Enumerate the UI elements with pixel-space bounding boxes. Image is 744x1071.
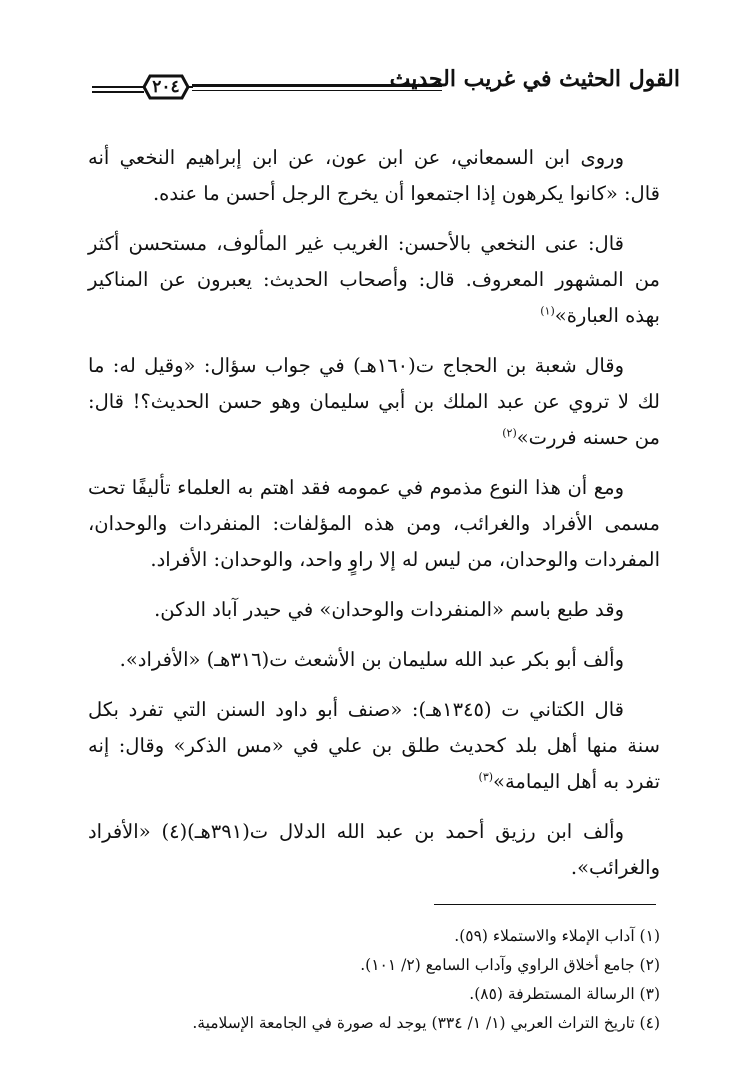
page-number-badge — [138, 74, 194, 100]
book-title: القول الحثيث في غريب الحديث — [389, 66, 680, 92]
page-number: ٢٠٤ — [152, 77, 180, 97]
header-rule-end — [92, 86, 144, 93]
footnote: (٣) الرسالة المستطرفة (٨٥). — [469, 985, 660, 1003]
footnote: (١) آداب الإملاء والاستملاء (٥٩). — [454, 927, 660, 945]
paragraph: وقد طبع باسم «المنفردات والوحدان» في حيدر آباد الدكن. — [154, 598, 624, 621]
footnote: (٤) تاريخ التراث العربي (١/ ١/ ٣٣٤) يوجد له صورة في الجامعة الإسلامية. — [192, 1014, 660, 1032]
footnote-ref: (١) — [540, 304, 555, 318]
paragraph: وقال شعبة بن الحجاج ت(١٦٠هـ) في جواب سؤال: «وقيل له: ما لك لا تروي عن عبد الملك بن أبي سليمان وهو حسن الحديث؟! قال: من حسنه فررت»$^{(٢)}$ — [88, 354, 660, 449]
paragraph: قال: عنى النخعي بالأحسن: الغريب غير المألوف، مستحسن أكثر من المشهور المعروف. قال: وأصحاب الحديث: يعبرون عن المناكير بهذه العبارة»$^{(١)}$ — [88, 232, 660, 327]
footnote: (٢) جامع أخلاق الراوي وآداب السامع (٢/ ١٠١). — [360, 956, 660, 974]
paragraph: وألف أبو بكر عبد الله سليمان بن الأشعث ت(٣١٦هـ) «الأفراد». — [119, 648, 624, 671]
footnotes — [88, 922, 660, 1038]
paragraph: ومع أن هذا النوع مذموم في عمومه فقد اهتم به العلماء تأليفًا تحت مسمى الأفراد والغرائب، ومن هذه المؤلفات: المنفردات والوحدان، المفردات والوحدان، من ليس له إلا راوٍ واحد، والوحدان: الأفراد. — [88, 476, 660, 571]
header-rule — [192, 84, 442, 91]
footnote-ref: (٢) — [502, 426, 517, 440]
main-text — [88, 140, 660, 900]
footnote-ref: (٣) — [478, 770, 494, 784]
running-header — [80, 62, 680, 112]
footnote-separator — [434, 904, 656, 905]
paragraph: وألف ابن رزيق أحمد بن عبد الله الدلال ت(٣٩١هـ)(٤) «الأفراد والغرائب». — [88, 820, 660, 879]
paragraph: وروى ابن السمعاني، عن ابن عون، عن ابن إبراهيم النخعي أنه قال: «كانوا يكرهون إذا اجتمعوا أن يخرج الرجل أحسن ما عنده. — [88, 146, 660, 205]
paragraph: قال الكتاني ت (١٣٤٥هـ): «صنف أبو داود السنن التي تفرد بكل سنة منها أهل بلد كحديث طلق بن علي في «مس الذكر» وقال: إنه تفرد به أهل اليمامة»$^{(٣)}$ — [88, 698, 660, 793]
